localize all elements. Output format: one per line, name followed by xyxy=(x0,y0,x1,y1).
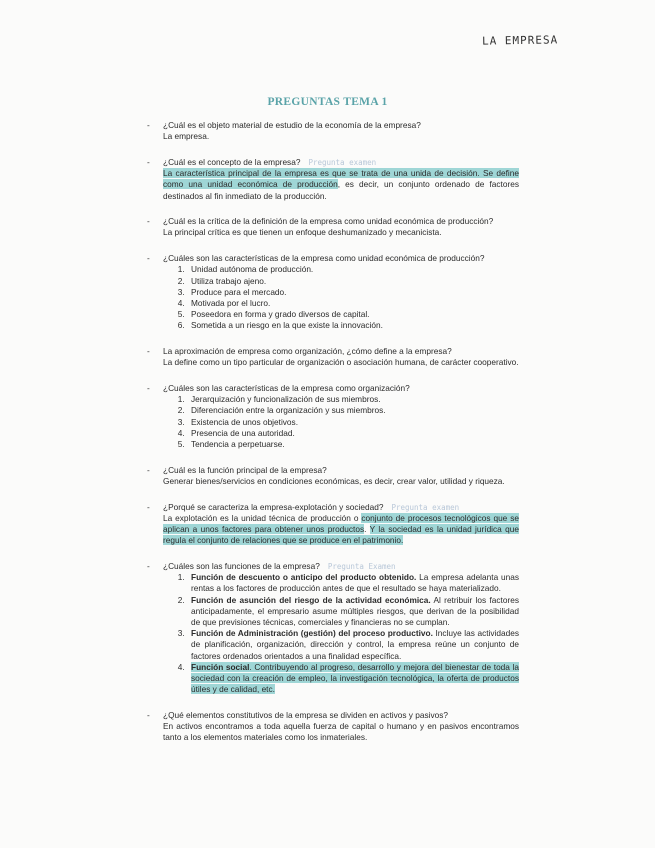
question-text: - La aproximación de empresa como organización, ¿cómo define a la empresa? xyxy=(163,346,452,357)
list-item: 3. Existencia de unos objetivos. xyxy=(187,417,519,428)
question-item-2 xyxy=(147,157,519,202)
list-item: 5. Poseedora en forma y grado diversos de capital. xyxy=(187,309,519,320)
question-item-3 xyxy=(147,216,519,238)
answer-text: La empresa. xyxy=(163,131,210,142)
question-item-4 xyxy=(147,253,519,331)
function-text: . Contribuyendo al progreso, desarrollo y mejora del bienestar de toda la sociedad con la creación de empleo, la investigación tecnológica, la oferta de productos útiles y de calidad, etc. xyxy=(191,661,519,695)
characteristics-list xyxy=(163,264,519,331)
list-item xyxy=(187,572,519,594)
question-text: ¿Cuáles son las funciones de la empresa? xyxy=(163,560,320,571)
functions-list xyxy=(163,572,519,695)
list-item xyxy=(187,628,519,662)
question-text: - ¿Cuál es la crítica de la definición de la empresa como unidad económica de producción? xyxy=(163,216,494,227)
answer-text xyxy=(163,513,519,547)
function-text: Al retribuir los factores anticipadamente, el empresario asume múltiples riesgos, que derivan de la posibilidad de que previsiones técnicas, comerciales y financieras no se cumplan. xyxy=(191,594,519,627)
list-item: 4. Motivada por el lucro. xyxy=(187,298,519,309)
list-item: 1. Jerarquización y funcionalización de sus miembros. xyxy=(187,394,519,405)
list-item: 2. Diferenciación entre la organización y sus miembros. xyxy=(187,405,519,416)
list-item xyxy=(187,662,519,696)
function-title: Función de Administración (gestión) del proceso productivo. xyxy=(191,628,433,639)
answer-part: La explotación es la unidad técnica de producción o xyxy=(163,512,362,523)
highlighted-text: Y la sociedad es la unidad jurídica que regula el conjunto de relaciones que se produce en el patrimonio. xyxy=(163,523,519,546)
question-item-5 xyxy=(147,346,519,368)
list-item: 3. Produce para el mercado. xyxy=(187,287,519,298)
list-item: 2. Utiliza trabajo ajeno. xyxy=(187,276,519,287)
function-text: La empresa adelanta unas rentas a los factores de producción antes de que el resultado se haya materializado. xyxy=(191,572,519,594)
highlighted-text: conjunto de procesos tecnológicos que se aplican a unos factores para obtener unos productos xyxy=(163,512,519,534)
answer-part: . xyxy=(364,523,370,534)
question-item-8 xyxy=(147,502,519,547)
question-text: - ¿Cuál es la función principal de la empresa? xyxy=(163,464,327,475)
function-text: Incluye las actividades de planificación, organización, dirección y control, la empresa reúne un conjunto de factores ordenados orientados a una finalidad específica. xyxy=(191,628,519,661)
answer-text: Generar bienes/servicios en condiciones económicas, es decir, crear valor, utilidad y riqueza. xyxy=(163,475,505,486)
question-item-9 xyxy=(147,561,519,695)
exam-note: Pregunta examen xyxy=(308,157,377,167)
question-text: - ¿Cuáles son las características de la empresa como organización? xyxy=(163,382,410,393)
handwritten-header: LA EMPRESA xyxy=(481,33,559,48)
question-list xyxy=(147,120,519,758)
list-item: 5. Tendencia a perpetuarse. xyxy=(187,439,519,450)
question-item-10 xyxy=(147,710,519,744)
question-item-6 xyxy=(147,383,519,450)
list-item: 1. Unidad autónoma de producción. xyxy=(187,264,519,275)
answer-text: La define como un tipo particular de organización o asociación humana, de carácter cooperativo. xyxy=(163,357,519,368)
function-title: Función de descuento o anticipo del producto obtenido. xyxy=(191,572,417,583)
list-item: 4. Presencia de una autoridad. xyxy=(187,428,519,439)
answer-rest: , es decir, un conjunto ordenado de factores destinados al fin inmediato de la producción. xyxy=(163,179,520,201)
question-text: - ¿Cuál es el objeto material de estudio de la economía de la empresa? xyxy=(163,120,421,130)
answer-text xyxy=(163,168,519,202)
answer-text: La principal crítica es que tienen un enfoque deshumanizado y mecanicista. xyxy=(163,227,442,238)
characteristics-list xyxy=(163,394,519,450)
exam-note: Pregunta Examen xyxy=(327,561,396,571)
exam-note: Pregunta examen xyxy=(391,502,460,512)
answer-text: En activos encontramos a toda aquella fuerza de capital o humano y en pasivos encontramos tanto a los elementos materiales como los inmateriales. xyxy=(163,721,519,743)
question-item-1 xyxy=(147,120,519,142)
question-text: ¿Porqué se caracteriza la empresa-explotación y sociedad? xyxy=(163,501,384,512)
list-item: 6. Sometida a un riesgo en la que existe la innovación. xyxy=(187,320,519,331)
function-title: Función de asunción del riesgo de la actividad económica. xyxy=(191,594,431,605)
highlighted-text: La característica principal de la empresa es que se trata de una unida de decisión. Se define como una unidad económica de producción xyxy=(163,168,519,190)
question-text: - ¿Cuáles son las características de la empresa como unidad económica de producción? xyxy=(163,253,485,264)
list-item xyxy=(187,595,519,629)
question-text: ¿Cuál es el concepto de la empresa? xyxy=(163,156,301,167)
page-title: PREGUNTAS TEMA 1 xyxy=(267,96,388,108)
question-item-7 xyxy=(147,465,519,487)
function-title: Función social xyxy=(191,661,250,672)
question-text: - ¿Qué elementos constitutivos de la empresa se dividen en activos y pasivos? xyxy=(163,709,449,720)
